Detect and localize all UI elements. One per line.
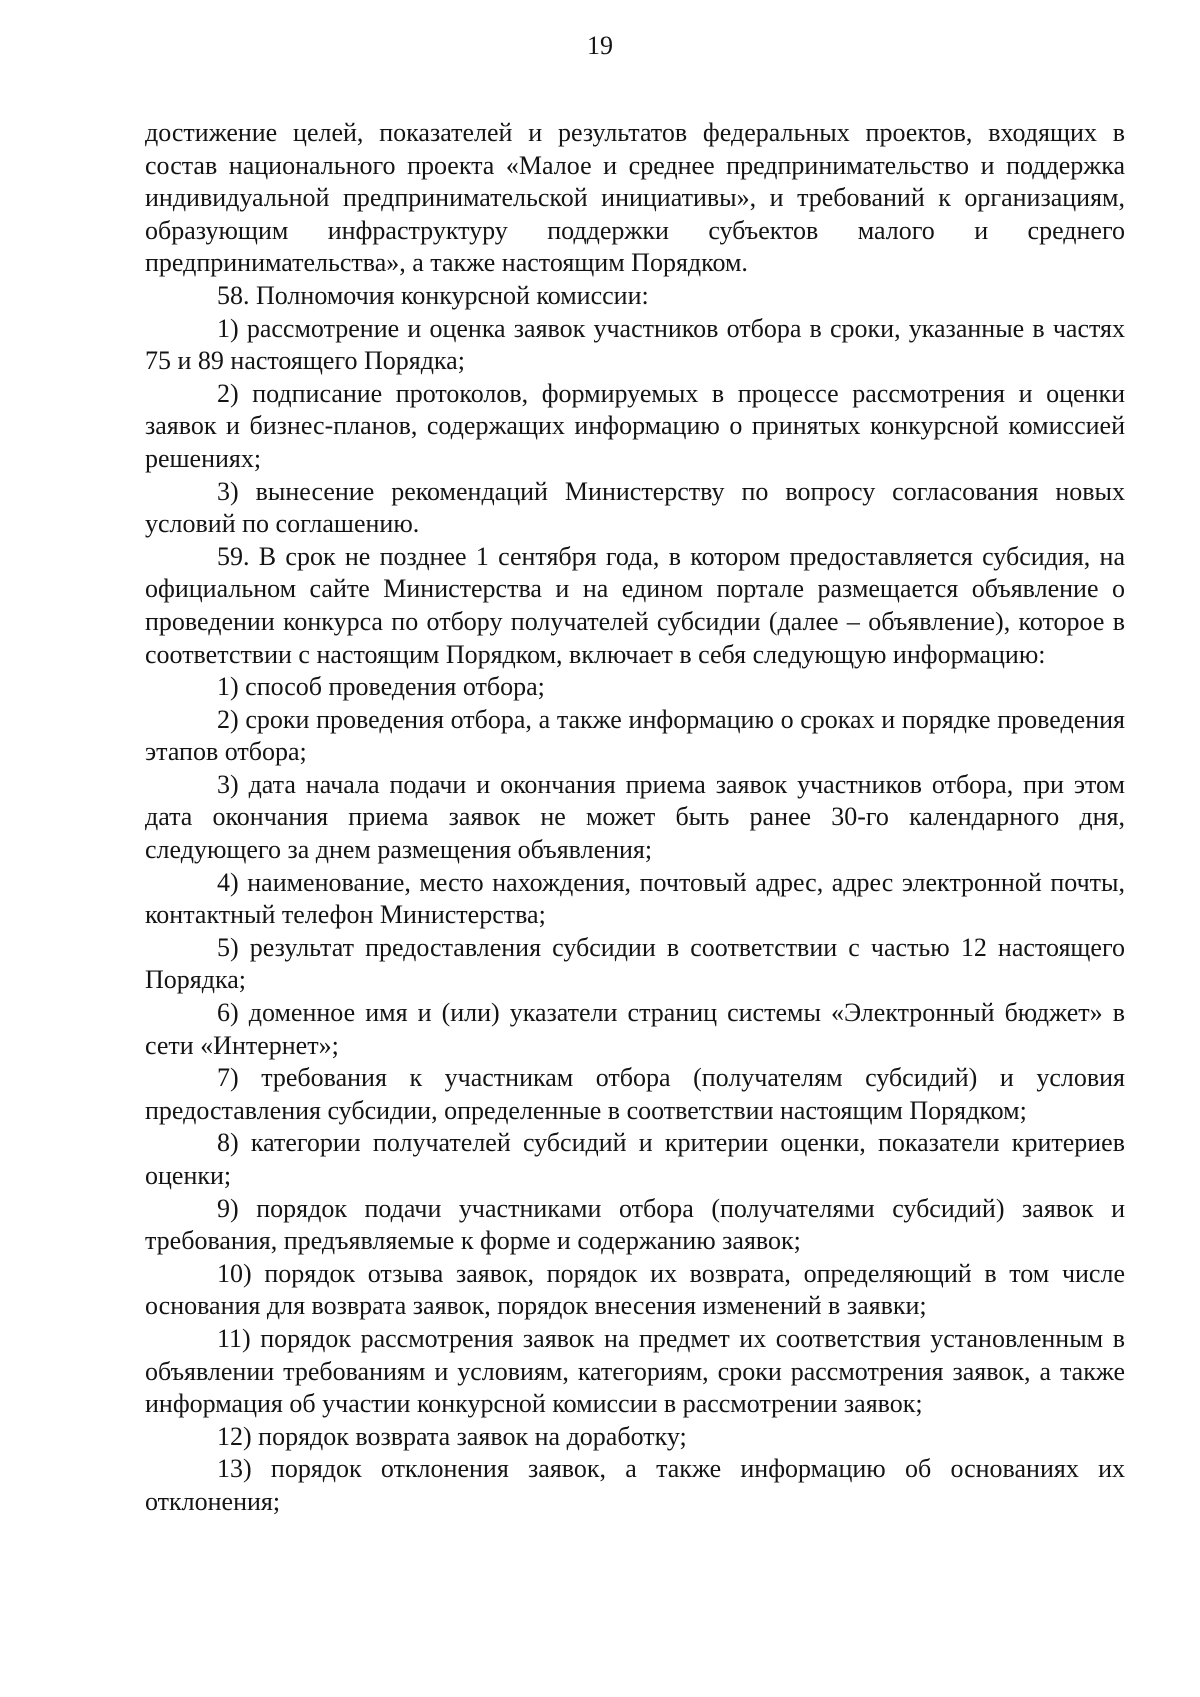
paragraph: 13) порядок отклонения заявок, а также информацию об основаниях их отклонения; [145,1454,1125,1516]
paragraph: 12) порядок возврата заявок на доработку; [217,1421,687,1451]
paragraph: 1) рассмотрение и оценка заявок участников отбора в сроки, указанные в частях 75 и 89 настоящего Порядка; [145,313,1125,376]
paragraph: 10) порядок отзыва заявок, порядок их возврата, определяющий в том числе основания для возврата заявок, порядок внесения изменений в заявки; [145,1258,1125,1321]
paragraph: 7) требования к участникам отбора (получателям субсидий) и условия предоставления субсидии, определенные в соответствии настоящим Порядком; [145,1063,1125,1125]
paragraph: 9) порядок подачи участниками отбора (получателями субсидий) заявок и требования, предъявляемые к форме и содержанию заявок; [145,1193,1125,1256]
paragraph: достижение целей, показателей и результатов федеральных проектов, входящих в состав национального проекта «Малое и среднее предпринимательство и поддержка индивидуальной предпринимательской инициативы», и требований к организациям, образующим инфраструктуру поддержки субъектов малого и среднего предпринимательства», а также настоящим Порядком. [145,118,1125,278]
document-body [145,117,1125,1519]
paragraph: 6) доменное имя и (или) указатели страниц системы «Электронный бюджет» в сети «Интернет»; [145,998,1125,1060]
paragraph: 4) наименование, место нахождения, почтовый адрес, адрес электронной почты, контактный телефон Министерства; [145,867,1125,930]
paragraph: 59. В срок не позднее 1 сентября года, в котором предоставляется субсидия, на официальном сайте Министерства и на едином портале размещается объявление о проведении конкурса по отбору получателей субсидии (далее – объявление), которое в соответствии с настоящим Порядком, включает в себя следующую информацию: [145,541,1125,669]
paragraph: 8) категории получателей субсидий и критерии оценки, показатели критериев оценки; [145,1128,1125,1190]
paragraph: 2) подписание протоколов, формируемых в процессе рассмотрения и оценки заявок и бизнес-планов, содержащих информацию о принятых конкурсной комиссией решениях; [145,378,1125,473]
paragraph: 3) вынесение рекомендаций Министерству по вопросу согласования новых условий по соглашению. [145,476,1125,539]
paragraph: 5) результат предоставления субсидии в соответствии с частью 12 настоящего Порядка; [145,932,1125,995]
paragraph: 11) порядок рассмотрения заявок на предмет их соответствия установленным в объявлении требованиям и условиям, категориям, сроки рассмотрения заявок, а также информация об участии конкурсной комиссии в рассмотрении заявок; [145,1323,1125,1419]
paragraph: 58. Полномочия конкурсной комиссии: [217,280,649,310]
paragraph: 2) сроки проведения отбора, а также информацию о сроках и порядке проведения этапов отбора; [145,704,1125,767]
page-number: 19 [587,31,613,60]
paragraph: 1) способ проведения отбора; [217,672,545,702]
paragraph: 3) дата начала подачи и окончания приема заявок участников отбора, при этом дата окончания приема заявок не может быть ранее 30-го календарного дня, следующего за днем размещения объявления; [145,769,1125,865]
